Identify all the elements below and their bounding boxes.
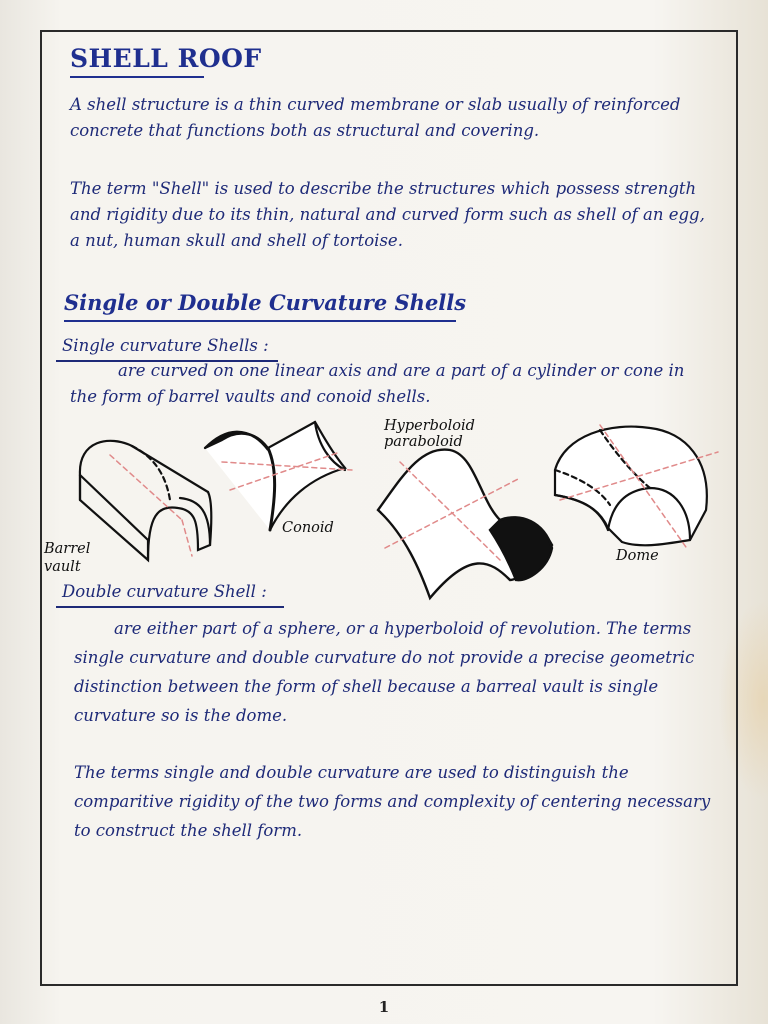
double-curvature-underline xyxy=(56,606,284,608)
section-heading: Single or Double Curvature Shells xyxy=(64,290,467,315)
dome-label: Dome xyxy=(616,548,659,564)
double-curvature-text: are either part of a sphere, or a hyperboloid of revolution. The terms single curvature and double curvature do not provide a precise geometric distinction between the form of shell because a barreal vault is single curvature so is the dome. xyxy=(74,619,695,725)
single-curvature-label: Single curvature Shells : xyxy=(62,336,269,355)
hyperboloid-sketch xyxy=(378,450,552,598)
page-title: SHELL ROOF xyxy=(70,44,262,73)
page-number: 1 xyxy=(378,998,390,1016)
conoid-sketch xyxy=(205,422,352,530)
hyperboloid-label: Hyperboloid paraboloid xyxy=(384,418,475,450)
conoid-label: Conoid xyxy=(282,520,334,536)
dome-sketch xyxy=(555,425,718,550)
intro-paragraph: A shell structure is a thin curved membrane or slab usually of reinforced concrete that functions both as structural and covering. xyxy=(70,95,681,140)
double-curvature-label: Double curvature Shell : xyxy=(62,582,267,601)
barrel-vault-label: Barrel vault xyxy=(44,541,91,575)
shell-definition-paragraph: The term "Shell" is used to describe the structures which possess strength and rigidity due to its thin, natural and curved form such as shell of an egg, a nut, human skull and shell of tortoise. xyxy=(70,179,705,250)
single-curvature-text: are curved on one linear axis and are a part of a cylinder or cone in the form of barrel vaults and conoid shells. xyxy=(70,361,685,406)
rigidity-text: The terms single and double curvature are used to distinguish the comparitive rigidity of the two forms and complexity of centering necessary to construct the shell form. xyxy=(74,763,711,840)
